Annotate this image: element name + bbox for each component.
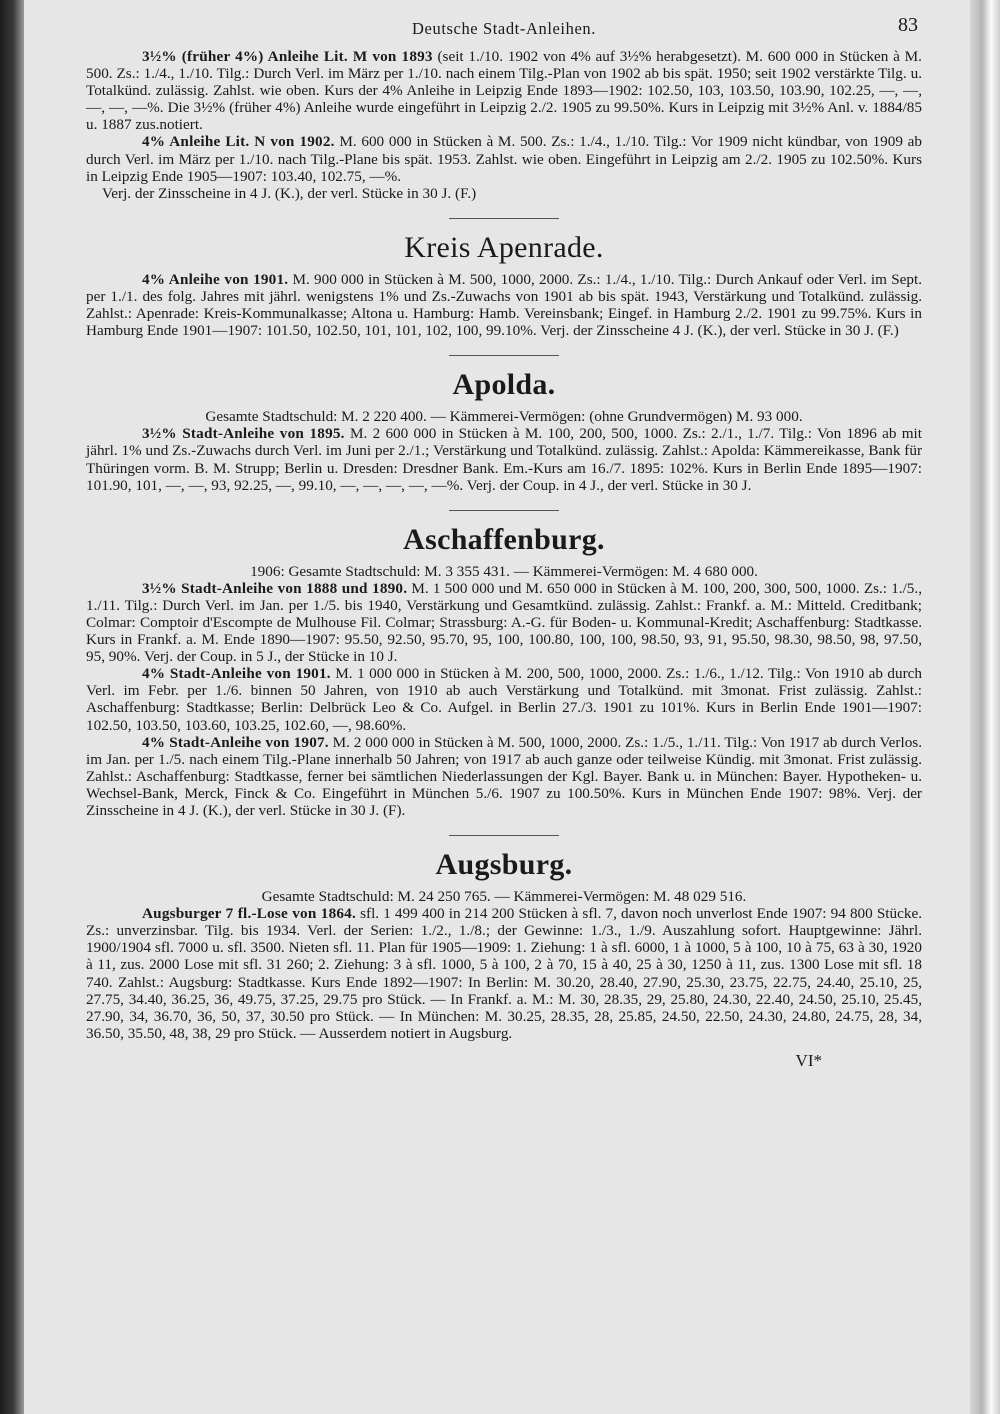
loan-heading: 4% Stadt-Anleihe von 1901.: [142, 665, 331, 683]
leipzig-verjaehrung: Verj. der Zinsscheine in 4 J. (K.), der verl. Stücke in 30 J. (F.): [102, 184, 477, 202]
loan-body: M. 2 000 000 in Stücken à M. 500, 1000, 2000. Zs.: 1./5., 1./11. Tilg.: Von 1917 ab durch Verlos. im Jan. per 1./5. nach einem Tilg.-Plane innerhalb 50 Jahren; von 1917 ab auch ganze oder teilweise Kündig. mit 3monat. Frist zulässig. Zahlst.: Aschaffenburg: Stadtkasse, ferner bei sämtlichen Niederlassungen der Kgl. Bayer. Bank u. in München: Bayer. Hypotheken- u. Wechsel-Bank, Merck, Finck & Co. Eingeführt in München 5./6. 1907 zu 100.50%. Kurs in München Ende 1907: 98%. Verj. der Zinsscheine in 4 J. (K.), der verl. Stücke in 30 J. (F).: [86, 733, 922, 819]
loan-heading: 4% Anleihe von 1901.: [142, 270, 289, 288]
loan-body: M. 2 600 000 in Stücken à M. 100, 200, 500, 1000. Zs.: 2./1., 1./7. Tilg.: Von 1896 ab mit jährl. 1% und Zs.-Zuwachs durch Verl. im Juni per 2./1.; Verstärkung und Totalkünd. zulässig. Zahlst.: Apolda: Kämmereikasse, Bank für Thüringen vorm. B. M. Strupp; Berlin u. Dresden: Dresdner Bank. Em.-Kurs am 16./7. 1895: 102%. Kurs in Berlin Ende 1895—1907: 101.90, 101, —, —, 93, 92.25, —, 99.10, —, —, —, —, —%. Verj. der Coup. in 4 J., der verl. Stücke in 30 J.: [86, 425, 922, 494]
aschaffenburg-debt-summary: 1906: Gesamte Stadtschuld: M. 3 355 431. — Kämmerei-Vermögen: M. 4 680 000.: [250, 562, 758, 580]
scan-left-edge: [0, 0, 24, 1414]
loan-heading: Augsburger 7 fl.-Lose von 1864.: [142, 905, 356, 923]
augsburg-lottery-loan-1864: [86, 905, 922, 1042]
aschaffenburg-loan-1888-1890: [86, 580, 922, 665]
section-divider: [449, 218, 559, 219]
loan-body: M. 1 500 000 und M. 650 000 in Stücken à M. 100, 200, 300, 500, 1000. Zs.: 1./5., 1./11. Tilg.: Durch Verl. im Jan. per 1./5. bis 1940, Verstärkung und Gesamtkünd. zulässig. Zahlst.: Frankf. a. M.: Mitteld. Creditbank; Colmar: Comptoir d'Escompte de Mulhouse Fil. Colmar; Strassburg: A.-G. für Boden- u. Kommunal-Kredit; Aschaffenburg: Stadtkasse. Kurs in Frankf. a. M. Ende 1890—1907: 95.50, 92.50, 95.70, 95, 100, 100.80, 100, 100, 98.50, 93, 91, 95.50, 98.30, 98.50, 98, 97.50, 95, 90%. Verj. der Coup. in 5 J., der Stücke in 10 J.: [86, 579, 922, 666]
apenrade-loan-1901: [86, 271, 922, 339]
aschaffenburg-loan-1907: [86, 734, 922, 819]
running-title: Deutsche Stadt-Anleihen.: [412, 19, 596, 38]
scan-right-edge: [970, 0, 1000, 1414]
section-title-apolda: Apolda.: [452, 368, 556, 402]
loan-body: M. 900 000 in Stücken à M. 500, 1000, 2000. Zs.: 1./4., 1./10. Tilg.: Durch Ankauf oder Verl. im Sept. per 1./1. des folg. Jahres mit jährl. wenigstens 1% und Zs.-Zuwachs von 1901 ab bis spät. 1943, Verstärkung und Totalkünd. zulässig. Zahlst.: Apenrade: Kreis-Kommunalkasse; Altona u. Hamburg: Hamb. Vereinsbank; Eingef. in Hamburg 2./2. 1901 zu 99.75%. Kurs in Hamburg Ende 1901—1907: 101.50, 102.50, 101, 101, 102, 100, 99.10%. Verj. der Zinsscheine 4 J. (K.), der verl. Stücke in 30 J. (F.): [86, 270, 922, 340]
section-divider: [449, 355, 559, 356]
section-title-apenrade: Kreis Apenrade.: [404, 230, 604, 264]
document-page: [86, 16, 922, 1406]
loan-heading: 3½% Stadt-Anleihe von 1895.: [142, 425, 345, 443]
apolda-loan-1895: [86, 425, 922, 493]
signature-mark: VI*: [795, 1050, 822, 1070]
section-divider: [449, 510, 559, 511]
apolda-debt-summary: Gesamte Stadtschuld: M. 2 220 400. — Kämmerei-Vermögen: (ohne Grundvermögen) M. 93 000.: [205, 408, 803, 426]
leipzig-loan-lit-m: [86, 48, 922, 133]
loan-body: M. 600 000 in Stücken à M. 500. Zs.: 1./4., 1./10. Tilg.: Vor 1909 nicht kündbar, von 1909 ab durch Verl. im März per 1./10. nach Tilg.-Plane bis spät. 1953. Zahlst. wie oben. Eingeführt in Leipzig am 2./2. 1905 zu 102.50%. Kurs in Leipzig Ende 1905—1907: 103.40, 102.75, —%.: [86, 133, 922, 185]
loan-body: (seit 1./10. 1902 von 4% auf 3½% herabgesetzt). M. 600 000 in Stücken à M. 500. Zs.: 1./4., 1./10. Tilg.: Durch Verl. im März per 1./10. nach einem Tilg.-Plan von 1902 ab bis spät. 1950; seit 1902 verstärkte Tilg. u. Totalkünd. zulässig. Zahlst. wie oben. Kurs der 4% Anleihe in Leipzig Ende 1893—1902: 102.50, 103, 103.50, 103.90, 102.25, —, —, —, —, —%. Die 3½% (früher 4%) Anleihe wurde eingeführt in Leipzig 2./2. 1905 zu 99.50%. Kurs in Leipzig mit 3½% Anl. v. 1884/85 u. 1887 zus.notiert.: [86, 48, 922, 134]
aschaffenburg-loan-1901: [86, 665, 922, 733]
page-number: 83: [898, 14, 918, 36]
running-header: [86, 16, 922, 48]
loan-heading: 4% Anleihe Lit. N von 1902.: [142, 133, 335, 151]
augsburg-debt-summary: Gesamte Stadtschuld: M. 24 250 765. — Kämmerei-Vermögen: M. 48 029 516.: [261, 888, 747, 906]
loan-heading: 3½% (früher 4%) Anleihe Lit. M von 1893: [142, 48, 433, 65]
loan-heading: 3½% Stadt-Anleihe von 1888 und 1890.: [142, 579, 408, 597]
loan-body: M. 1 000 000 in Stücken à M. 200, 500, 1000, 2000. Zs.: 1./6., 1./12. Tilg.: Von 1910 ab durch Verl. im Febr. per 1./6. binnen 50 Jahren, von 1910 ab auch Verstärkung und Totalkünd. mit 3monat. Frist zulässig. Zahlst.: Aschaffenburg: Stadtkasse; Berlin: Delbrück Leo & Co. Aufgel. in Berlin 27./3. 1901 zu 101%. Kurs in Berlin Ende 1901—1907: 102.50, 103.50, 103.60, 103.25, 102.60, —, 98.60%.: [86, 665, 922, 734]
loan-body: sfl. 1 499 400 in 214 200 Stücken à sfl. 7, davon noch unverlost Ende 1907: 94 800 Stücke. Zs.: unverzinsbar. Tilg. bis 1934. Verl. der Serien: 1./2., 1./8.; der Gewinne: 1./3., 1./9. Auszahlung sofort. Hauptgewinne: Jährl. 1900/1904 sfl. 7000 u. sfl. 3500. Nieten sfl. 11. Plan für 1905—1909: 1. Ziehung: 1 à sfl. 6000, 1 à 1000, 5 à 100, 10 à 75, 63 à 30, 1920 à 11, zus. 2000 Lose mit sfl. 31 260; 2. Ziehung: 3 à sfl. 1000, 5 à 100, 2 à 70, 15 à 40, 25 à 30, 1250 à 11, zus. 1300 Lose mit sfl. 18 740. Zahlst.: Augsburg: Stadtkasse. Kurs Ende 1892—1907: In Berlin: M. 30.20, 28.40, 27.90, 25.30, 23.75, 22.75, 24.40, 25.10, 25, 27.75, 34.40, 36.25, 36, 49.75, 37.25, 29.75 pro Stück. — In Frankf. a. M.: M. 30, 28.35, 29, 25.80, 24.30, 22.40, 24.50, 25.10, 25.45, 27.90, 34, 36.70, 36, 50, 37, 30.50 pro Stück. — In München: M. 30.25, 28.35, 28, 25.85, 24.50, 22.50, 24.30, 24.80, 24.75, 28, 34, 36.50, 35.50, 48, 38, 29 pro Stück. — Ausserdem notiert in Augsburg.: [86, 905, 922, 1042]
section-title-aschaffenburg: Aschaffenburg.: [403, 522, 605, 556]
section-divider: [449, 835, 559, 836]
section-title-augsburg: Augsburg.: [435, 848, 573, 882]
leipzig-loan-lit-n: [86, 133, 922, 184]
loan-heading: 4% Stadt-Anleihe von 1907.: [142, 733, 329, 751]
